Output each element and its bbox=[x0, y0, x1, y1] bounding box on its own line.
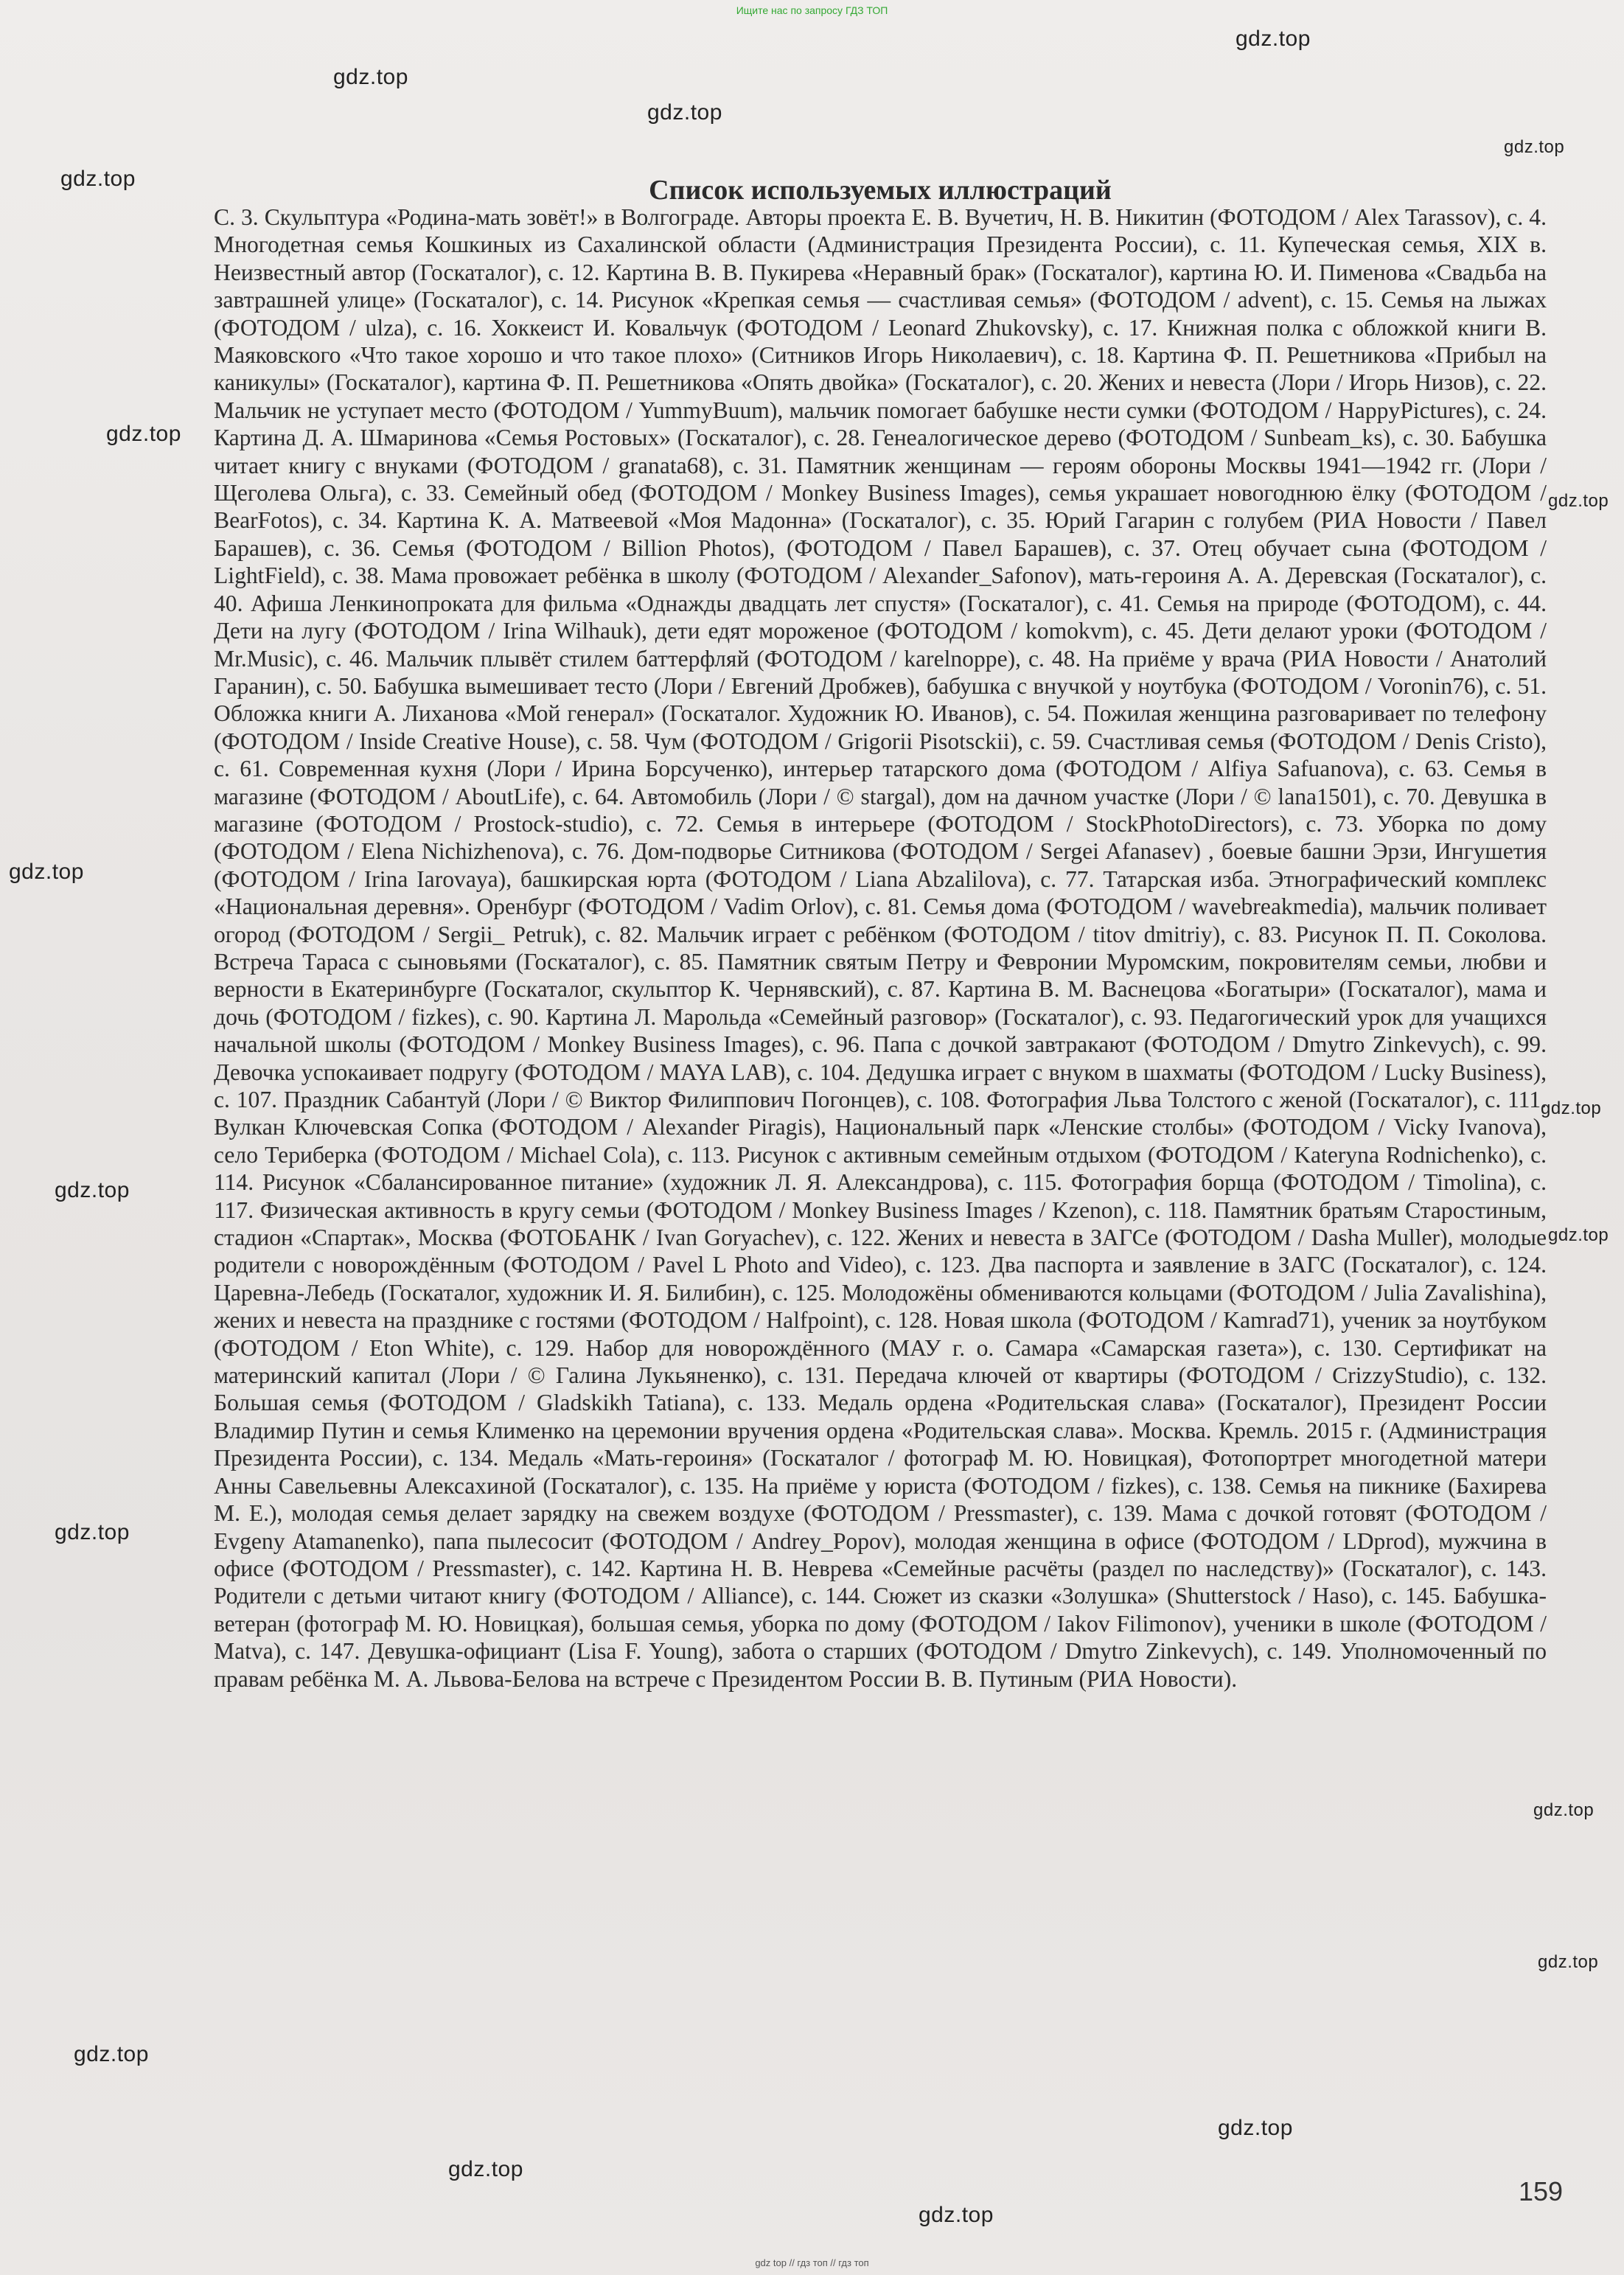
watermark: gdz.top bbox=[333, 65, 408, 89]
watermark: gdz.top bbox=[448, 2157, 523, 2181]
watermark: gdz.top bbox=[1504, 137, 1565, 157]
watermark: gdz.top bbox=[1533, 1800, 1595, 1820]
watermark: gdz.top bbox=[1548, 1225, 1609, 1245]
illustrations-list: С. 3. Скульптура «Родина-мать зовёт!» в Волгограде. Авторы проекта Е. В. Вучетич, Н. В. Никитин (ФОТОДОМ / Alex Tarassov), с. 4. Многодетная семья Кошкиных из Сахалинской области (Администрация Президента России), с. 11. Купеческая семья, XIX в. Неизвестный автор (Госкаталог), с. 12. Картина В. В. Пукирева «Неравный брак» (Госкаталог), картина Ю. И. Пименова «Свадьба на завтрашней улице» (Госкаталог), с. 14. Рисунок «Крепкая семья — счастливая семья» (ФОТОДОМ / advent), с. 15. Семья на лыжах (ФОТОДОМ / ulza), с. 16. Хоккеист И. Ковальчук (ФОТОДОМ / Leonard Zhukovsky), с. 17. Книжная полка с обложкой книги В. Маяковского «Что такое хорошо и что такое плохо» (Ситников Игорь Николаевич), с. 18. Картина Ф. П. Решетникова «Прибыл на каникулы» (Госкаталог), картина Ф. П. Решетникова «Опять двойка» (Госкаталог), с. 20. Жених и невеста (Лори / Игорь Низов), с. 22. Мальчик не уступает место (ФОТОДОМ / YummyBuum), мальчик помогает бабушке нести сумки (ФОТОДОМ / HappyPictures), с. 24. Картина Д. А. Шмаринова «Семья Ростовых» (Госкаталог), с. 28. Генеалогическое дерево (ФОТОДОМ / Sunbeam_ks), с. 30. Бабушка читает книгу с внуками (ФОТОДОМ / granata68), с. 31. Памятник женщинам — героям обороны Москвы 1941—1942 гг. (Лори / Щеголева Ольга), с. 33. Семейный обед (ФОТОДОМ / Monkey Business Images), семья украшает новогоднюю ёлку (ФОТОДОМ / BearFotos), с. 34. Картина К. А. Матвеевой «Моя Мадонна» (Госкаталог), с. 35. Юрий Гагарин с голубем (РИА Новости / Павел Барашев), с. 36. Семья (ФОТОДОМ / Billion Photos), (ФОТОДОМ / Павел Барашев), с. 37. Отец обучает сына (ФОТОДОМ / LightField), с. 38. Мама провожает ребёнка в школу (ФОТОДОМ / Alexander_Safonov), мать-героиня А. А. Деревская (Госкаталог), с. 40. Афиша Ленкинопроката для фильма «Однажды двадцать лет спустя» (Госкаталог), с. 41. Семья на природе (ФОТОДОМ), с. 44. Дети на лугу (ФОТОДОМ / Irina Wilhauk), дети едят мороженое (ФОТОДОМ / komokvm), с. 45. Дети делают уроки (ФОТОДОМ / Mr.Music), с. 46. Мальчик плывёт стилем баттерфляй (ФОТОДОМ / karelnoppe), с. 48. На приёме у врача (РИА Новости / Анатолий Гаранин), с. 50. Бабушка вымешивает тесто (Лори / Евгений Дробжев), бабушка с внучкой у ноутбука (ФОТОДОМ / Voronin76), с. 51. Обложка книги А. Лиханова «Мой генерал» (Госкаталог. Художник Ю. Иванов), с. 54. Пожилая женщина разговаривает по телефону (ФОТОДОМ / Inside Creative House), с. 58. Чум (ФОТОДОМ / Grigorii Pisotsckii), с. 59. Счастливая семья (ФОТОДОМ / Denis Cristo), с. 61. Современная кухня (Лори / Ирина Борсученко), интерьер татарского дома (ФОТОДОМ / Alfiya Safuanova), с. 63. Семья в магазине (ФОТОДОМ / AboutLife), с. 64. Автомобиль (Лори / © stargal), дом на дачном участке (Лори / © lana1501), с. 70. Девушка в магазине (ФОТОДОМ / Prostock-studio), с. 72. Семья в интерьере (ФОТОДОМ / StockPhotoDirectors), с. 73. Уборка по дому (ФОТОДОМ / Elena Nichizhenova), с. 76. Дом-подворье Ситникова (ФОТОДОМ / Sergei Afanasev) , боевые башни Эрзи, Ингушетия (ФОТОДОМ / Irina Iarovaya), башкирская юрта (ФОТОДОМ / Liana Abzalilova), с. 77. Татарская изба. Этнографический комплекс «Национальная деревня». Оренбург (ФОТОДОМ / Vadim Orlov), с. 81. Семья дома (ФОТОДОМ / wavebreakmedia), мальчик поливает огород (ФОТОДОМ / Sergii_ Petruk), с. 82. Мальчик играет с ребёнком (ФОТОДОМ / titov dmitriy), с. 83. Рисунок П. П. Соколова. Встреча Тараса с сыновьями (Госкаталог), с. 85. Памятник святым Петру и Февронии Муромским, покровителям семьи, любви и верности в Екатеринбурге (Госкаталог, скульптор К. Чернявский), с. 87. Картина В. М. Васнецова «Богатыри» (Госкаталог), мама и дочь (ФОТОДОМ / fizkes), с. 90. Картина Л. Марольда «Семейный разговор» (Госкаталог), с. 93. Педагогический урок для учащихся начальной школы (ФОТОДОМ / Monkey Business Images), с. 96. Папа с дочкой завтракают (ФОТОДОМ / Dmytro Zinkevych), с. 99. Девочка успокаивает подругу (ФОТОДОМ / MAYA LAB), с. 104. Дедушка играет с внуком в шахматы (ФОТОДОМ / Lucky Business), с. 107. Праздник Сабантуй (Лори / © Виктор Филиппович Погонцев), с. 108. Фотография Льва Толстого с женой (Госкаталог), с. 111. Вулкан Ключевская Сопка (ФОТОДОМ / Alexander Piragis), Национальный парк «Ленские столбы» (ФОТОДОМ / Vicky Ivanova), село Териберка (ФОТОДОМ / Michael Cola), с. 113. Рисунок с активным семейным отдыхом (ФОТОДОМ / Kateryna Rodnichenko), с. 114. Рисунок «Сбалансированное питание» (художник Л. Я. Александрова), с. 115. Фотография борща (ФОТОДОМ / Timolina), с. 117. Физическая активность в кругу семьи (ФОТОДОМ / Monkey Business Images / Kzenon), с. 118. Памятник братьям Старостиным, стадион «Спартак», Москва (ФОТОБАНК / Ivan Goryachev), с. 122. Жених и невеста в ЗАГСе (ФОТОДОМ / Dasha Muller), молодые родители с новорождённым (ФОТОДОМ / Pavel L Photo and Video), с. 123. Два паспорта и заявление в ЗАГС (Госкаталог), с. 124. Царевна-Лебедь (Госкаталог, художник И. Я. Билибин), с. 125. Молодожёны обмениваются кольцами (ФОТОДОМ / Julia Zavalishina), жених и невеста на празднике с гостями (ФОТОДОМ / Halfpoint), с. 128. Новая школа (ФОТОДОМ / Kamrad71), ученик за ноутбуком (ФОТОДОМ / Eton White), с. 129. Набор для новорождённого (МАУ г. о. Самара «Самарская газета»), с. 130. Сертификат на материнский капитал (Лори / © Галина Лукьяненко), с. 131. Передача ключей от квартиры (ФОТОДОМ / CrizzyStudio), с. 132. Большая семья (ФОТОДОМ / Gladskikh Tatiana), с. 133. Медаль ордена «Родительская слава» (Госкаталог), Президент России Владимир Путин и семья Клименко на церемонии вручения ордена «Родительская слава». Москва. Кремль. 2015 г. (Администрация Президента России), с. 134. Медаль «Мать-героиня» (Госкаталог / фотограф М. Ю. Новицкая), Фотопортрет многодетной матери Анны Савельевны Алексахиной (Госкаталог), с. 135. На приёме у юриста (ФОТОДОМ / fizkes), с. 138. Семья на пикнике (Бахирева М. Е.), молодая семья делает зарядку на свежем воздухе (ФОТОДОМ / Pressmaster), с. 139. Мама с дочкой готовят (ФОТОДОМ / Evgeny Atamanenko), папа пылесосит (ФОТОДОМ / Andrey_Popov), молодая женщина в офисе (ФОТОДОМ / LDprod), мужчина в офисе (ФОТОДОМ / Pressmaster), с. 142. Картина Н. В. Неврева «Семейные расчёты (раздел по наследству)» (Госкаталог), с. 143. Родители с детьми читают книгу (ФОТОДОМ / Alliance), с. 144. Сюжет из сказки «Золушка» (Shutterstock / Haso), с. 145. Бабушка-ветеран (фотограф М. Ю. Новицкая), большая семья, уборка по дому (ФОТОДОМ / Iakov Filimonov), ученики в школе (ФОТОДОМ / Matva), с. 147. Девушка-официант (Lisa F. Young), забота о старших (ФОТОДОМ / Dmytro Zinkevych), с. 149. Уполномоченный по правам ребёнка М. А. Львова-Белова на встрече с Президентом России В. В. Путиным (РИА Новости). bbox=[214, 204, 1547, 1692]
watermark: gdz.top bbox=[1548, 491, 1609, 511]
watermark: gdz.top bbox=[9, 860, 84, 884]
footer-links[interactable]: gdz top // гдз топ // гдз топ bbox=[755, 2257, 869, 2268]
watermark: gdz.top bbox=[106, 422, 181, 446]
watermark: gdz.top bbox=[1541, 1098, 1602, 1118]
page-title: Список используемых иллюстраций bbox=[649, 175, 1112, 206]
site-banner[interactable]: Ищите нас по запросу ГДЗ ТОП bbox=[736, 4, 888, 16]
watermark: gdz.top bbox=[60, 167, 136, 191]
watermark: gdz.top bbox=[919, 2203, 994, 2227]
watermark: gdz.top bbox=[74, 2042, 149, 2066]
watermark: gdz.top bbox=[1236, 27, 1311, 51]
watermark: gdz.top bbox=[55, 1520, 130, 1544]
watermark: gdz.top bbox=[55, 1178, 130, 1202]
page-number: 159 bbox=[1519, 2176, 1564, 2206]
watermark: gdz.top bbox=[1538, 1952, 1599, 1972]
watermark: gdz.top bbox=[1218, 2116, 1293, 2140]
watermark: gdz.top bbox=[647, 100, 722, 125]
